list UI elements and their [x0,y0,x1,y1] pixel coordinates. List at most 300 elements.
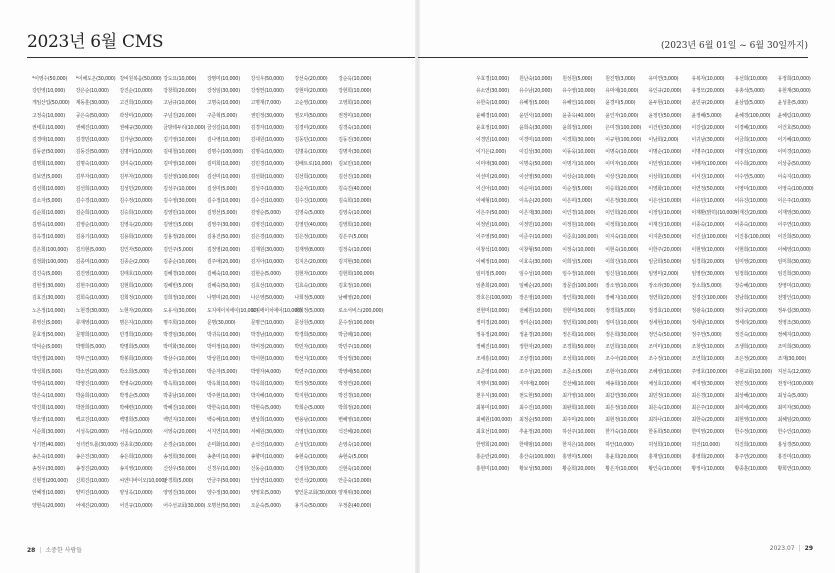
donor-entry: 송은진(30,000) [75,453,109,460]
donor-entry: 이인희(20,000) [605,210,639,217]
donor-entry: 박금례(10,000) [338,331,372,338]
donor-entry: 윤종옥(40,000) [562,112,596,119]
donor-entry: 손영숙(10,000) [338,441,372,448]
donor-entry: 김효숙(10,000) [294,283,328,290]
donor-entry: 김영순(10,000) [75,222,109,229]
donor-entry: 최혜임(20,000) [777,417,811,424]
donor-entry: 김수진(10,000) [294,197,328,204]
donor-entry: 금성길(10,000) [207,124,240,131]
donor-entry: 천우식(30,000) [476,392,509,399]
donor-entry: 손성민(10,000) [294,441,328,448]
donor-entry: 이은정(30,000) [605,197,639,204]
donor-entry: 윤정민(50,000) [648,112,682,119]
donor-entry: 강정임(30,000) [207,88,240,95]
donor-entry: 정연희(20,000) [648,295,682,302]
donor-entry: 이창형(50,000) [519,246,552,253]
donor-entry: 씨엔디바이오(10,000) [119,478,166,485]
donor-entry: 윤민규(20,000) [691,100,725,107]
donor-entry: 이지숙(10,000) [605,234,639,241]
donor-entry: 천정아(100,000) [777,380,814,387]
donor-entry: 신현정(200,000) [32,478,68,485]
donor-entry: 임정희(10,000) [734,271,768,277]
donor-entry: 천도현(50,000) [519,392,552,399]
donor-entry: 양미진(10,000) [75,490,109,497]
donor-entry: 박지혜(10,000) [250,392,284,399]
donor-entry: 안경희(5,000) [163,478,194,485]
donor-entry: 용기숙(50,000) [294,502,328,509]
donor-entry: 이희성(5,000) [562,258,593,265]
donor-entry: 김지아(10,000) [250,258,284,265]
donor-entry: 윤성훈(5,000) [777,100,808,107]
donor-entry: 정미경(20,000) [476,319,509,326]
donor-entry: 김경민(10,000) [75,136,109,143]
donor-entry: 이종숙(10,000) [691,222,725,229]
donor-entry: 김효선(10,000) [250,283,284,290]
donor-entry: 박연주(10,000) [294,368,328,375]
donor-entry: 이지훈(50,000) [648,234,682,241]
donor-entry: 김영민(40,000) [294,222,328,229]
donor-entry: 최갑연(30,000) [605,392,639,399]
donor-entry: 이진희(50,000) [777,234,811,241]
donor-entry: 성기헌(40,000) [32,441,65,448]
donor-entry: 정경효(10,000) [648,307,682,314]
donor-list-right [476,73,821,475]
donor-entry: 윤인자(10,000) [605,112,639,119]
donor-entry: 성종호(30,000) [119,441,153,448]
donor-entry: 박종남(10,000) [163,392,197,399]
donor-entry: 이미경(10,000) [777,149,811,156]
donor-entry: 박찬희(10,000) [75,405,109,412]
donor-entry: 박혜련(10,000) [119,405,153,412]
donor-entry: 조창연(10,000) [691,344,725,351]
donor-entry: 이명순(10,000) [648,149,682,156]
donor-entry: 정세남(10,000) [691,319,725,326]
donor-entry: 김영숙(5,000) [294,210,325,217]
donor-entry: 안상연(10,000) [250,478,284,485]
donor-entry: 원성원(5,000) [562,76,593,82]
donor-entry: 김배트로(10,000) [294,161,332,168]
donor-entry: 유혜인(10,000) [562,100,596,107]
donor-entry: 최은주(10,000) [691,405,725,412]
donor-entry: 남혜영(20,000) [338,295,372,302]
donor-entry: 김명수(100,000) [207,149,243,156]
donor-entry: 강순옥(10,000) [338,76,372,82]
donor-entry: 이규현(100,000) [605,136,642,143]
donor-entry: 김승희(10,000) [119,210,153,217]
donor-entry: 이한주(20,000) [648,246,682,253]
donor-entry: 김동진(30,000) [338,136,372,143]
donor-entry: 김효정(10,000) [338,283,372,290]
donor-entry: 김태호(10,000) [119,271,153,277]
donor-entry: 윤혜경(10,000) [476,112,509,119]
donor-entry: 김영민(10,000) [163,210,197,217]
donor-entry: 유현재(30,000) [777,88,811,95]
donor-entry: 조현아(10,000) [605,368,639,375]
donor-entry: 김지은(20,000) [294,258,328,265]
donor-entry: 황인숙(10,000) [648,466,682,472]
donor-entry: 김선희(10,000) [32,185,65,192]
donor-entry: 윤희숙(30,000) [519,124,552,131]
donor-entry: 서혜원(30,000) [250,429,284,436]
donor-entry: 송정진(20,000) [75,466,109,472]
donor-entry: 유복자(10,000) [691,76,725,82]
donor-entry: 황종훈(10,000) [734,466,768,472]
donor-entry: 이상희(10,000) [648,173,682,180]
donor-entry: 김영숙(10,000) [338,210,372,217]
donor-entry: 최현정(10,000) [605,417,639,424]
donor-entry: 김보연(5,000) [32,173,62,180]
donor-entry: 석영민(10,000) [294,429,328,436]
donor-entry: 이순덕(10,000) [519,185,552,192]
donor-entry: 곽상미(10,000) [119,112,153,119]
donor-entry: 김용희(10,000) [119,234,153,241]
donor-entry: 박희순(5,000) [294,405,325,412]
donor-entry: 권오미(50,000) [294,112,328,119]
donor-entry: 신상우(50,000) [163,466,197,472]
donor-entry: 김용진(50,000) [207,234,240,241]
donor-entry: 박선지(10,000) [294,356,328,363]
donor-entry: 정유정(20,000) [476,331,509,338]
right-page [418,0,835,573]
donor-entry: 유정희(10,000) [777,76,811,82]
donor-entry: 고건희(10,000) [119,100,153,107]
donor-entry: 장소영(10,000) [605,283,639,290]
donor-entry: 김명숙(10,000) [250,149,284,156]
donor-entry: 김희숙(10,000) [75,295,109,302]
donor-entry: 김영인(5,000) [163,222,194,229]
donor-entry: 황정이(10,000) [691,466,725,472]
donor-entry: 박미정(20,000) [250,344,284,351]
donor-entry: 채지영(30,000) [691,380,725,387]
donor-entry: 장혜지(10,000) [605,295,639,302]
period-range: (2023년 6월 01일 ~ 6월 30일까지) [661,41,808,51]
donor-entry: 신동순(10,000) [250,466,284,472]
donor-entry: 김의현(5,000) [75,246,106,253]
donor-entry: 전현미(50,000) [562,307,596,314]
donor-entry: 정혜진(10,000) [476,344,509,351]
donor-entry: 임경희(20,000) [691,258,725,265]
donor-entry: 나은영(50,000) [250,295,284,302]
donor-entry: 박옥희(10,000) [207,380,240,387]
donor-entry: 임신원(10,000) [605,271,639,277]
donor-entry: 정혜지(10,000) [777,331,811,338]
donor-entry: 윤효정(10,000) [476,124,509,131]
donor-entry: 이현영(10,000) [691,246,725,253]
donor-entry: 권혜규(30,000) [119,124,153,131]
donor-entry: 김용정(20,000) [163,234,197,241]
donor-entry: 박경희(50,000) [294,331,328,338]
donor-entry: 정광욱(10,000) [691,307,725,314]
donor-entry: 박소연(20,000) [75,368,109,375]
donor-entry: 정주연(5,000) [691,331,722,338]
donor-entry: 이길상(30,000) [519,149,552,156]
donor-entry: 박영숙(10,000) [32,380,65,387]
donor-entry: 구넘진(20,000) [163,112,197,119]
donor-entry: 최은정(10,000) [605,405,639,412]
donor-entry: 김순희(10,000) [32,210,65,217]
left-page-number: 28 [27,547,36,554]
donor-entry: 박민정(20,000) [32,356,65,363]
donor-entry: 문명희(10,000) [75,331,109,338]
donor-entry: 김대철(10,000) [163,149,197,156]
donor-entry: 홍현미(10,000) [476,466,509,472]
donor-entry: 고영희(10,000) [338,100,372,107]
donor-entry: 오운숙(5,000) [250,502,281,509]
donor-entry: 최성숙(5,000) [777,392,808,399]
donor-entry: 유수영(10,000) [562,88,596,95]
donor-entry: 김명희(10,000) [32,161,65,168]
donor-entry: 조경희(50,000) [562,344,596,351]
donor-entry: 김재원(30,000) [250,246,284,253]
donor-entry: 안금주(50,000) [207,478,240,485]
donor-entry: 류영신(5,000) [32,319,62,326]
donor-entry: 김영진(10,000) [250,222,284,229]
donor-entry: 박봉희(10,000) [119,356,153,363]
donor-entry: 홍주연(20,000) [734,453,768,460]
donor-entry: 정한자(20,000) [519,344,552,351]
donor-entry: 홍순란(20,000) [476,453,509,460]
donor-entry: 김영주(30,000) [207,222,240,229]
donor-entry: 변혜영(10,000) [338,417,372,424]
donor-entry: 김대원(10,000) [250,136,284,143]
donor-entry: 허진(10,000) [691,441,720,448]
donor-entry: 조준영(10,000) [476,368,509,375]
donor-entry: 이서진(10,000) [691,173,725,180]
donor-entry: 최은경(10,000) [691,392,725,399]
donor-entry: 조재(30,000) [777,356,807,363]
donor-entry: 전명인(10,000) [777,295,811,302]
donor-entry: 하선주(10,000) [562,429,596,436]
donor-entry: 임금희(50,000) [648,258,682,265]
donor-entry: 김은희(100,000) [32,246,68,253]
donor-entry: 석진혜(20,000) [338,429,372,436]
donor-entry: 허진희(10,000) [734,441,768,448]
donor-entry: 김미숙(10,000) [119,161,153,168]
donor-entry: 박덕순(5,000) [32,344,62,351]
donor-entry: 조생희(10,000) [734,344,768,351]
donor-entry: 장소희(5,000) [691,283,722,290]
donor-entry: 한지은(10,000) [562,441,596,448]
donor-entry: 김진영(10,000) [75,271,109,277]
donor-entry: 이현희(10,000) [734,246,768,253]
donor-entry: 이은선(10,000) [648,197,682,204]
donor-entry: 하안(10,000) [605,441,634,448]
donor-entry: 임영란(30,000) [691,271,725,277]
donor-entry: 전경진(100,000) [691,295,728,302]
donor-entry: 임영미(2,000) [648,271,679,277]
donor-entry: 장영미(10,000) [777,283,811,290]
donor-entry: 이주연(10,000) [777,222,811,229]
donor-entry: 조세흥(10,000) [476,356,509,363]
donor-entry: 최미애(20,000) [734,405,768,412]
donor-entry: 김순희(10,000) [75,210,109,217]
donor-entry: 조상경(10,000) [519,356,552,363]
donor-entry: 김성민(20,000) [119,185,153,192]
donor-entry: 박현숙(5,000) [250,405,281,412]
donor-entry: 이옥순(20,000) [519,197,552,204]
donor-entry: 최미자(30,000) [777,405,811,412]
donor-entry: 신정원(30,000) [294,466,328,472]
donor-entry: 계동훈(30,000) [75,100,109,107]
donor-entry: 정인숙(50,000) [648,331,682,338]
donor-entry: 박순영(10,000) [163,368,197,375]
donor-entry: 홍영미(5,000) [562,453,593,460]
donor-entry: 김인주(5,000) [163,246,194,253]
donor-entry: 김경자(10,000) [250,124,284,131]
donor-entry: 강정헌(10,000) [250,88,284,95]
donor-entry: 오명선(50,000) [207,502,240,509]
donor-entry: 이상진(20,000) [605,173,639,180]
donor-entry: 이재진(20,000) [734,210,768,217]
donor-entry: 송은숙(10,000) [32,453,65,460]
donor-entry: 허성희(10,000) [648,441,682,448]
donor-entry: 어예진(20,000) [75,502,109,509]
donor-entry: 이배자(100,000) [691,161,728,168]
donor-entry: 양성옥(10,000) [119,490,153,497]
donor-entry: 이종숙(10,000) [734,222,768,229]
donor-entry: 이정빈(10,000) [476,222,509,229]
donor-entry: 이은주(50,000) [476,210,509,217]
donor-entry: 강비원복음(50,000) [119,76,162,82]
donor-entry: 윤혜경(100,000) [734,112,771,119]
donor-entry: 백승혜(10,000) [207,417,240,424]
donor-entry: 이진실(100,000) [691,234,728,241]
donor-entry: 최주미(20,000) [562,417,596,424]
donor-entry: 김옥경(10,000) [32,234,65,241]
donor-entry: 김은정(10,000) [294,234,328,241]
donor-entry: 조준소(5,000) [562,368,593,375]
donor-entry: 권혜진(10,000) [75,124,109,131]
donor-entry: 이은재(30,000) [519,210,552,217]
donor-entry: 강석우(50,000) [250,76,284,82]
donor-entry: 조혜영(10,000) [648,368,682,375]
donor-entry: 김정숙(10,000) [338,246,372,253]
donor-entry: 이신아(10,000) [476,185,509,192]
donor-entry: 황은자(10,000) [605,466,639,472]
donor-entry: 박정연(20,000) [338,380,372,387]
donor-entry: 김용기(10,000) [75,234,109,241]
donor-entry: 윤정혜(5,000) [691,112,722,119]
donor-entry: 김영숙(10,000) [32,222,65,229]
donor-entry: 강진순(10,000) [119,88,153,95]
donor-entry: 김성주(10,000) [250,185,284,192]
donor-entry: 유인규(20,000) [648,88,682,95]
donor-entry: 김인자(50,000) [119,246,153,253]
donor-entry: 이예형(10,000) [476,197,509,204]
donor-entry: 지선옥(12,000) [777,368,811,375]
donor-entry: 은미경(100,000) [605,124,642,131]
donor-entry: 박윤희(10,000) [75,392,109,399]
donor-entry: 이주영(50,000) [476,234,509,241]
donor-entry: 최현영(10,000) [734,417,768,424]
donor-entry: 김선미(10,000) [207,173,240,180]
donor-entry: 나희정(5,000) [294,295,325,302]
donor-entry: 손미화(10,000) [207,441,240,448]
donor-entry: 김혜숙(10,000) [207,271,240,277]
donor-entry: 정윤경(20,000) [519,331,552,338]
donor-entry: 김주애(20,000) [207,258,240,265]
right-page-number: 29 [804,545,813,552]
donor-entry: 서성옥(20,000) [75,429,109,436]
donor-entry: 박성희(5,000) [32,368,62,375]
donor-entry: 이재영(30,000) [777,210,811,217]
footer-separator: | [39,547,42,554]
donor-entry: 박명희(5,000) [75,344,106,351]
donor-entry: 박진희(10,000) [32,405,65,412]
donor-entry: 김민경(10,000) [250,161,284,168]
donor-entry: 안혜정(10,000) [32,490,65,497]
donor-entry: 이정임(10,000) [648,210,682,217]
donor-entry: 양인문교회(30,000) [294,490,337,497]
donor-entry: 김숙희(10,000) [338,197,372,204]
donor-entry: 이현숙(10,000) [605,246,639,253]
donor-entry: 신경우(10,000) [207,466,240,472]
donor-entry: 조민희(10,000) [605,344,639,351]
publication-name: 소중한 사람들 [45,547,83,554]
donor-entry: 이연정(50,000) [691,185,725,192]
donor-entry: 유선희(10,000) [734,76,768,82]
donor-entry: 한미영(20,000) [691,429,725,436]
donor-list-left [32,73,382,512]
donor-entry: 지영미(30,000) [476,380,509,387]
donor-entry: 김희정(10,000) [163,295,197,302]
donor-entry: 방소영(10,000) [32,417,65,424]
donor-entry: 김선희(10,000) [75,185,109,192]
donor-entry: 박옥희(10,000) [250,380,284,387]
donor-entry: 김현정(30,000) [32,283,65,290]
donor-entry: 장문갈(100,000) [562,283,599,290]
donor-entry: 백민지(10,000) [163,417,197,424]
donor-entry: 강은순(10,000) [75,88,109,95]
donor-entry: 이창석(10,000) [476,246,509,253]
donor-entry: 지미애(2,000) [519,380,550,387]
donor-entry: 문명(30,000) [207,319,236,326]
donor-entry: 우효경(10,000) [476,76,509,82]
donor-entry: 김희정(10,000) [119,295,153,302]
donor-entry: 유총석(5,000) [734,88,765,95]
donor-entry: 박영숙(20,000) [119,380,153,387]
donor-entry: 박민자(10,000) [294,344,328,351]
donor-entry: 임수정(10,000) [562,271,596,277]
donor-entry: 양재위(30,000) [338,490,372,497]
donor-entry: 성녀컨트롤(30,000) [75,441,118,448]
donor-entry: 문명근(10,000) [250,319,284,326]
donor-entry: 홍성경(50,000) [777,441,811,448]
donor-entry: 이혜영(10,000) [777,246,811,253]
donor-entry: 조주성(20,000) [519,368,552,375]
donor-entry: 권태호(10,000) [32,124,65,131]
donor-entry: 안진석(20,000) [294,478,328,485]
donor-entry: 이재진(10,000) [648,222,682,229]
donor-entry: 진선혜(10,000) [562,380,596,387]
donor-entry: 이은주(10,000) [777,197,811,204]
donor-entry: 홍영희(20,000) [691,453,725,460]
donor-entry: 김순자(10,000) [294,185,328,192]
donor-entry: 박명희(5,000) [119,344,150,351]
donor-entry: 김은경(10,000) [250,234,284,241]
donor-entry: 양수정(30,000) [207,490,240,497]
donor-entry: 정세현(10,000) [648,319,682,326]
donor-entry: 박성정(30,000) [338,356,372,363]
donor-entry: 손석진(10,000) [250,441,284,448]
donor-entry: 김동민(10,000) [294,136,328,143]
donor-entry: 정은희(10,000) [562,331,596,338]
donor-entry: 조은정(20,000) [734,356,768,363]
donor-entry: 김혜빈(5,000) [163,283,194,290]
donor-entry: 이민영(10,000) [648,161,682,168]
donor-entry: 백명희(5,000) [119,417,150,424]
donor-entry: 김영순(5,000) [250,210,281,217]
